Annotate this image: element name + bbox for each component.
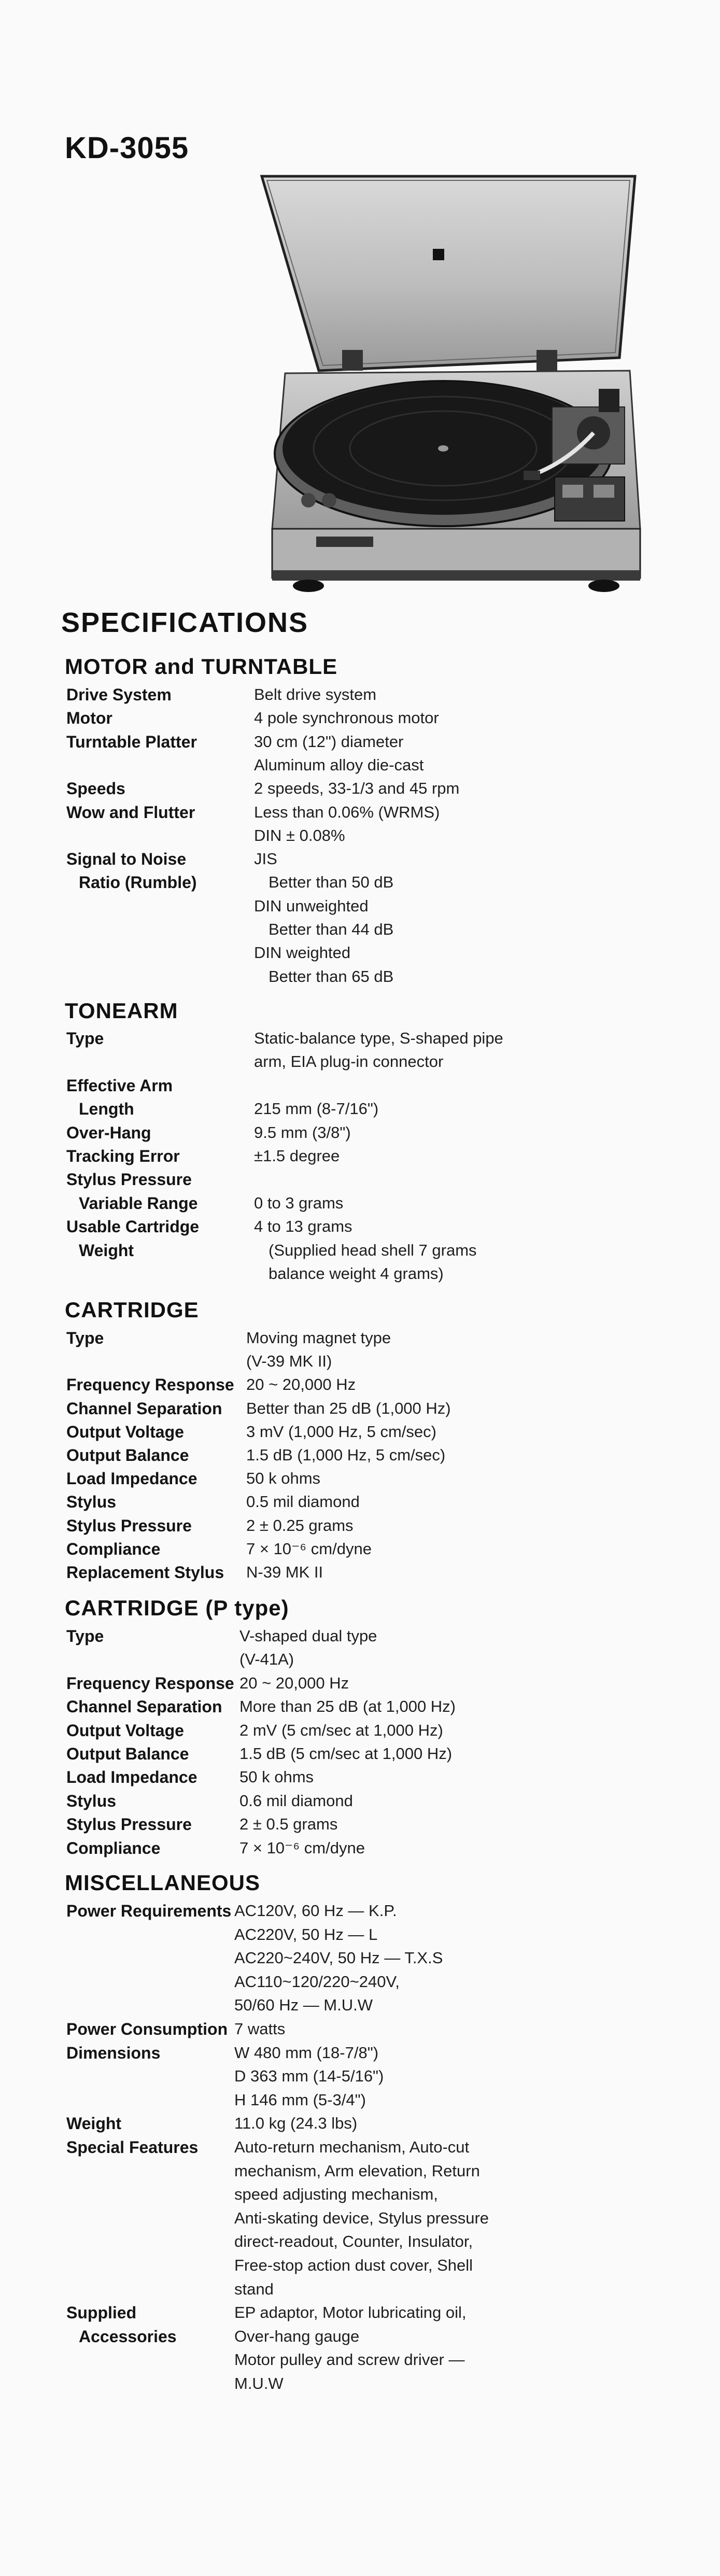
spec-value: 1.5 dB (5 cm/sec at 1,000 Hz) <box>239 1744 453 1763</box>
spec-label: Stylus Pressure <box>66 1170 192 1189</box>
spec-value: Auto-return mechanism, Auto-cut <box>234 2138 470 2156</box>
spec-row <box>0 1241 720 1265</box>
spec-label: Length <box>79 1100 134 1119</box>
spec-row <box>0 779 720 803</box>
spec-value: 20 ~ 20,000 Hz <box>246 1375 356 1394</box>
spec-value: AC120V, 60 Hz — K.P. <box>234 1902 397 1920</box>
spec-row <box>0 1563 720 1587</box>
spec-value: 7 × 10⁻⁶ cm/dyne <box>246 1539 372 1558</box>
spec-value: Less than 0.06% (WRMS) <box>254 803 440 821</box>
spec-label: Speeds <box>66 779 125 798</box>
spec-value: Belt drive system <box>254 685 377 703</box>
spec-row <box>0 1925 720 1949</box>
spec-row <box>0 1902 720 1925</box>
spec-value: M.U.W <box>234 2374 284 2392</box>
spec-row <box>0 1217 720 1241</box>
spec-row <box>0 2067 720 2091</box>
spec-value: 3 mV (1,000 Hz, 5 cm/sec) <box>246 1422 436 1441</box>
spec-value: AC220~240V, 50 Hz — T.X.S <box>234 1949 443 1967</box>
spec-row <box>0 733 720 756</box>
spec-row <box>0 897 720 921</box>
spec-row <box>0 1029 720 1053</box>
spec-row <box>0 2020 720 2044</box>
spec-value: Better than 65 dB <box>269 967 394 986</box>
spec-label: Weight <box>79 1241 134 1260</box>
spec-value: speed adjusting mechanism, <box>234 2185 438 2204</box>
spec-label: Dimensions <box>66 2043 161 2062</box>
spec-label: Power Requirements <box>66 1902 232 1920</box>
spec-row <box>0 1973 720 1996</box>
spec-value: 20 ~ 20,000 Hz <box>239 1673 349 1692</box>
spec-value: 4 pole synchronous motor <box>254 709 439 727</box>
spec-row <box>0 2232 720 2256</box>
spec-value: 2 ± 0.5 grams <box>239 1815 338 1834</box>
spec-value: More than 25 dB (at 1,000 Hz) <box>239 1697 456 1716</box>
spec-value: JIS <box>254 850 277 868</box>
spec-value: 4 to 13 grams <box>254 1217 352 1236</box>
spec-label: Effective Arm <box>66 1076 173 1095</box>
spec-value: D 363 mm (14-5/16") <box>234 2067 384 2086</box>
spec-value: W 480 mm (18-7/8") <box>234 2043 379 2062</box>
spec-row <box>0 1446 720 1470</box>
spec-label: Type <box>66 1329 104 1347</box>
spec-row <box>0 2209 720 2233</box>
spec-label: Stylus Pressure <box>66 1815 192 1834</box>
spec-value: 50 k ohms <box>246 1469 321 1488</box>
spec-row <box>0 1674 720 1698</box>
spec-label: Channel Separation <box>66 1697 222 1716</box>
spec-row <box>0 967 720 991</box>
spec-row <box>0 1469 720 1493</box>
spec-value: DIN weighted <box>254 944 351 962</box>
spec-value: 215 mm (8-7/16") <box>254 1100 379 1118</box>
spec-row <box>0 1650 720 1674</box>
spec-row <box>0 2138 720 2162</box>
spec-row <box>0 2374 720 2398</box>
spec-label: Variable Range <box>79 1193 198 1213</box>
spec-row <box>0 756 720 780</box>
spec-label: Tracking Error <box>66 1147 180 1165</box>
spec-row <box>0 2256 720 2280</box>
spec-row <box>0 1147 720 1171</box>
spec-label: Motor <box>66 709 112 728</box>
spec-label: Load Impedance <box>66 1768 197 1787</box>
spec-row <box>0 1815 720 1839</box>
spec-value: DIN unweighted <box>254 896 369 915</box>
spec-value: 11.0 kg (24.3 lbs) <box>234 2114 358 2133</box>
spec-row <box>0 2114 720 2138</box>
spec-label: Stylus Pressure <box>66 1516 192 1535</box>
spec-value: direct-readout, Counter, Insulator, <box>234 2232 473 2251</box>
spec-row <box>0 2044 720 2067</box>
spec-value: balance weight 4 grams) <box>269 1264 444 1283</box>
section-tonearm-heading: TONEARM <box>65 998 178 1023</box>
spec-row <box>0 1949 720 1973</box>
spec-row <box>0 803 720 827</box>
spec-value: arm, EIA plug-in connector <box>254 1052 444 1071</box>
spec-label: Accessories <box>79 2327 177 2346</box>
spec-value: 30 cm (12") diameter <box>254 732 404 751</box>
spec-value: Moving magnet type <box>246 1329 391 1347</box>
section-motor-turntable-heading: MOTOR and TURNTABLE <box>65 654 338 679</box>
spec-row <box>0 1540 720 1564</box>
spec-row <box>0 1423 720 1446</box>
spec-label: Supplied <box>66 2303 137 2322</box>
spec-label: Turntable Platter <box>66 732 197 751</box>
spec-row <box>0 1493 720 1516</box>
spec-label: Compliance <box>66 1539 161 1558</box>
spec-row <box>0 2162 720 2186</box>
spec-value: EP adaptor, Motor lubricating oil, <box>234 2303 467 2322</box>
spec-value: (V-41A) <box>239 1650 294 1669</box>
spec-row <box>0 1194 720 1218</box>
spec-value: Motor pulley and screw driver — <box>234 2350 465 2369</box>
spec-value: 0.6 mil diamond <box>239 1791 353 1810</box>
spec-value: 50/60 Hz — M.U.W <box>234 1996 373 2015</box>
section-cartridge-heading: CARTRIDGE <box>65 1298 199 1322</box>
spec-value: 2 ± 0.25 grams <box>246 1516 354 1535</box>
spec-row <box>0 1627 720 1651</box>
spec-label: Channel Separation <box>66 1399 222 1418</box>
spec-value: 0.5 mil diamond <box>246 1493 360 1511</box>
spec-row <box>0 1721 720 1745</box>
spec-row <box>0 1516 720 1540</box>
spec-label: Stylus <box>66 1791 117 1810</box>
spec-row <box>0 1697 720 1721</box>
spec-row <box>0 826 720 850</box>
spec-row <box>0 1170 720 1194</box>
spec-value: N-39 MK II <box>246 1563 323 1581</box>
spec-value: 1.5 dB (1,000 Hz, 5 cm/sec) <box>246 1446 446 1464</box>
spec-label: Output Voltage <box>66 1721 184 1740</box>
spec-row <box>0 2091 720 2115</box>
spec-value: stand <box>234 2279 274 2298</box>
spec-row <box>0 1264 720 1288</box>
spec-row <box>0 1123 720 1147</box>
spec-value: AC110~120/220~240V, <box>234 1972 400 1991</box>
spec-label: Compliance <box>66 1838 161 1857</box>
spec-row <box>0 2280 720 2304</box>
spec-row <box>0 944 720 967</box>
spec-value: 7 × 10⁻⁶ cm/dyne <box>239 1838 365 1857</box>
spec-label: Stylus <box>66 1493 117 1512</box>
spec-row <box>0 1996 720 2020</box>
spec-label: Replacement Stylus <box>66 1563 224 1582</box>
spec-row <box>0 1052 720 1076</box>
spec-row <box>0 920 720 944</box>
spec-label: Signal to Noise <box>66 850 187 869</box>
spec-value: mechanism, Arm elevation, Return <box>234 2161 480 2180</box>
spec-label: Type <box>66 1627 104 1645</box>
section-miscellaneous-heading: MISCELLANEOUS <box>65 1870 261 1895</box>
spec-value: H 146 mm (5-3/4") <box>234 2090 366 2109</box>
turntable-photo <box>236 171 661 601</box>
spec-value: (V-39 MK II) <box>246 1352 332 1371</box>
spec-value: 50 k ohms <box>239 1768 314 1786</box>
spec-row <box>0 1352 720 1376</box>
spec-row <box>0 685 720 709</box>
spec-value: AC220V, 50 Hz — L <box>234 1925 378 1944</box>
spec-row <box>0 709 720 733</box>
spec-value: DIN ± 0.08% <box>254 826 345 844</box>
spec-row <box>0 1329 720 1353</box>
spec-value: Better than 44 dB <box>269 920 394 938</box>
spec-label: Drive System <box>66 685 172 704</box>
spec-row <box>0 2303 720 2327</box>
model-title: KD-3055 <box>65 131 189 165</box>
spec-value: Better than 25 dB (1,000 Hz) <box>246 1399 451 1417</box>
spec-value: 2 mV (5 cm/sec at 1,000 Hz) <box>239 1721 443 1739</box>
spec-label: Output Balance <box>66 1744 189 1763</box>
spec-label: Usable Cartridge <box>66 1217 200 1236</box>
spec-value: ±1.5 degree <box>254 1147 340 1165</box>
spec-label: Ratio (Rumble) <box>79 873 197 892</box>
spec-value: 0 to 3 grams <box>254 1193 344 1212</box>
spec-label: Power Consumption <box>66 2020 228 2038</box>
spec-value: (Supplied head shell 7 grams <box>269 1241 477 1259</box>
spec-label: Output Balance <box>66 1446 189 1465</box>
spec-row <box>0 2350 720 2374</box>
spec-row <box>0 1744 720 1768</box>
spec-value: V-shaped dual type <box>239 1627 377 1645</box>
spec-row <box>0 1768 720 1792</box>
spec-row <box>0 850 720 874</box>
spec-row <box>0 1839 720 1863</box>
spec-label: Frequency Response <box>66 1375 234 1395</box>
spec-value: Better than 50 dB <box>269 873 394 892</box>
spec-label: Output Voltage <box>66 1422 184 1441</box>
spec-value: Free-stop action dust cover, Shell <box>234 2256 473 2274</box>
spec-label: Frequency Response <box>66 1673 234 1693</box>
spec-value: 9.5 mm (3/8") <box>254 1123 351 1142</box>
spec-row <box>0 1100 720 1123</box>
section-cartridge-p-heading: CARTRIDGE (P type) <box>65 1596 289 1620</box>
spec-value: Over-hang gauge <box>234 2327 360 2345</box>
spec-row <box>0 1375 720 1399</box>
spec-row <box>0 2185 720 2209</box>
spec-label: Special Features <box>66 2138 199 2157</box>
spec-value: Anti-skating device, Stylus pressure <box>234 2208 489 2227</box>
spec-row <box>0 2327 720 2351</box>
spec-label: Wow and Flutter <box>66 803 195 822</box>
spec-value: Aluminum alloy die-cast <box>254 755 424 774</box>
spec-row <box>0 1076 720 1100</box>
spec-value: Static-balance type, S-shaped pipe <box>254 1029 503 1047</box>
spec-row <box>0 1792 720 1815</box>
spec-value: 2 speeds, 33-1/3 and 45 rpm <box>254 779 460 798</box>
spec-label: Weight <box>66 2114 122 2133</box>
spec-row <box>0 873 720 897</box>
spec-label: Over-Hang <box>66 1123 151 1142</box>
specifications-heading: SPECIFICATIONS <box>61 607 309 638</box>
spec-label: Type <box>66 1029 104 1048</box>
spec-row <box>0 1399 720 1423</box>
spec-label: Load Impedance <box>66 1469 197 1488</box>
spec-value: 7 watts <box>234 2020 286 2038</box>
